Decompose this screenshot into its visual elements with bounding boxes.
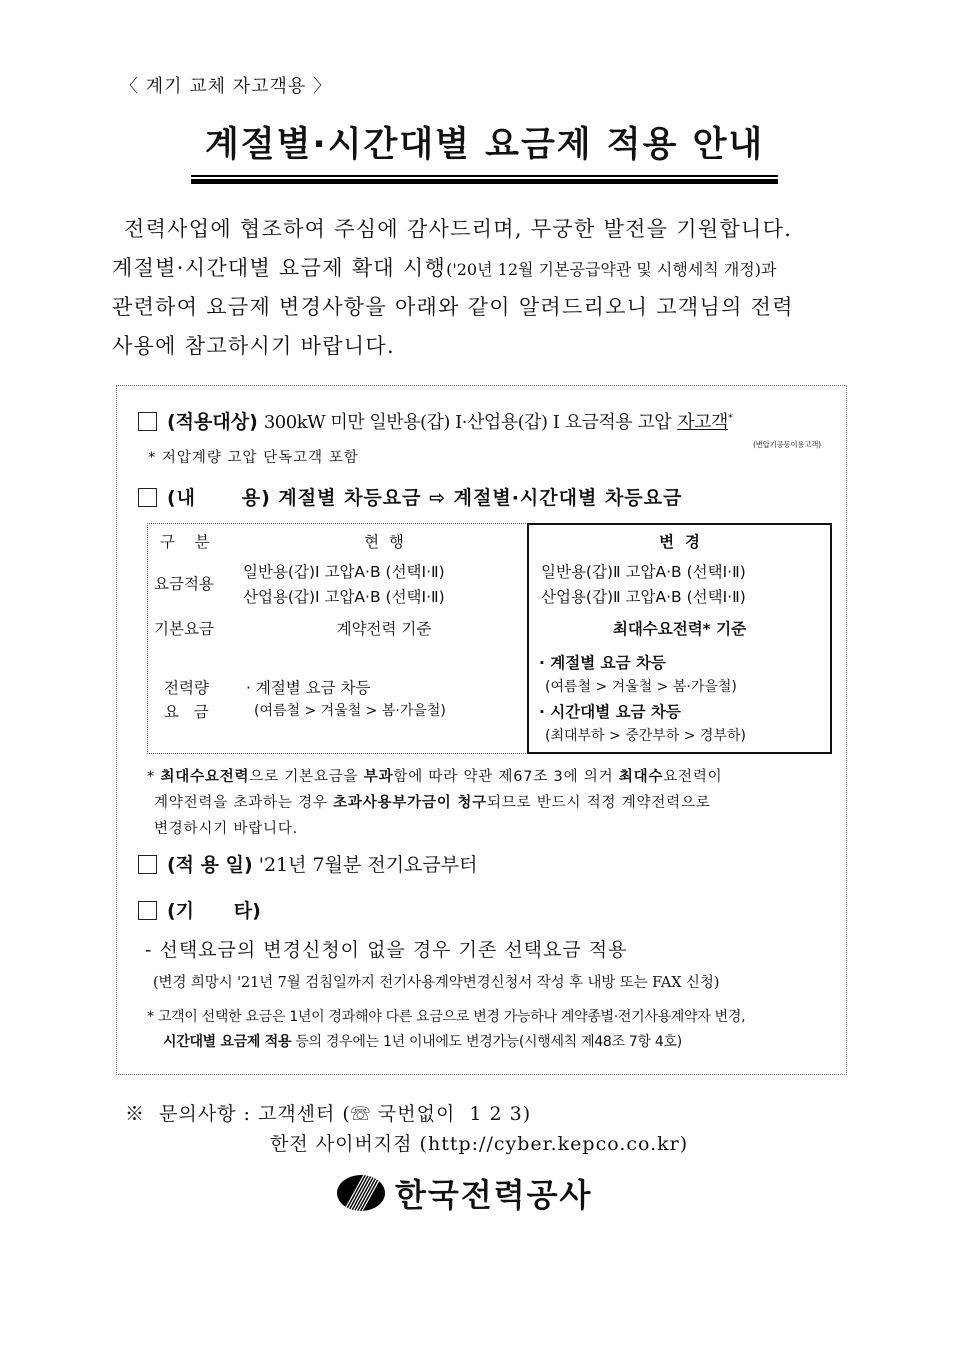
section-content bbox=[138, 483, 682, 510]
target-sub-note: * 저압계량 고압 단독고객 포함 bbox=[148, 450, 359, 466]
intro-line-2-main: 계절별·시간대별 요금제 확대 시행 bbox=[112, 256, 447, 280]
intro-line-1: 전력사업에 협조하여 주심에 감사드리며, 무궁한 발전을 기원합니다. bbox=[124, 217, 793, 241]
document-title: 계절별·시간대별 요금제 적용 안내 bbox=[205, 125, 765, 165]
document-subtitle: 〈 계기 교체 자고객용 〉 bbox=[120, 76, 332, 97]
footnote-text: 함에 따라 약관 제67조 3에 의거 bbox=[393, 769, 619, 785]
footnote-text: 으로 기본요금을 bbox=[249, 769, 364, 785]
row-energy-changed-4: (최대부하 > 중간부하 > 경부하) bbox=[545, 728, 746, 744]
target-underlined: 자고객 bbox=[677, 412, 728, 433]
intro-line-3: 관련하여 요금제 변경사항을 아래와 같이 알려드리오니 고객님의 전력 bbox=[112, 295, 794, 319]
row-energy-changed-2: (여름철 > 겨울철 > 봄·가을철) bbox=[545, 679, 737, 695]
row-energy-current-1: · 계절별 요금 차등 bbox=[246, 679, 371, 697]
contact-website[interactable]: 한전 사이버지점 (http://cyber.kepco.co.kr) bbox=[270, 1133, 689, 1155]
footnote-line-2 bbox=[147, 790, 842, 816]
footnote-bold: 부과 bbox=[363, 769, 394, 785]
etc-note-line-2 bbox=[147, 1030, 745, 1055]
row-base-category: 기본요금 bbox=[154, 620, 214, 638]
etc-label: (기 타) bbox=[167, 900, 261, 922]
target-note-under: (변압기공동이용고객) bbox=[753, 440, 821, 449]
etc-line-2: (변경 희망시 '21년 7월 검침일까지 전기사용계약변경신청서 작성 후 내방 또는 FAX 신청) bbox=[153, 975, 720, 991]
date-value: '21년 7월분 전기요금부터 bbox=[258, 854, 478, 876]
footnote-star: * bbox=[147, 769, 161, 785]
target-label: (적용대상) bbox=[167, 411, 258, 433]
title-rule-thick bbox=[191, 179, 778, 184]
section-etc bbox=[138, 896, 261, 923]
row-energy-category-2: 요 금 bbox=[164, 703, 209, 721]
row-rate-category: 요금적용 bbox=[154, 575, 214, 593]
row-energy-changed-1: · 계절별 요금 차등 bbox=[539, 654, 666, 672]
row-rate-current-2: 산업용(갑)Ⅰ 고압A·B (선택Ⅰ·Ⅱ) bbox=[243, 588, 445, 606]
etc-note-bold: 시간대별 요금제 적용 bbox=[163, 1034, 292, 1050]
table-changed-side bbox=[527, 523, 832, 754]
checkbox-icon bbox=[138, 412, 157, 431]
etc-note-text: 등의 경우에는 1년 이내에도 변경가능(시행세칙 제48조 7항 4호) bbox=[291, 1034, 682, 1050]
etc-note-line-1: * 고객이 선택한 요금은 1년이 경과해야 다른 요금으로 변경 가능하나 계약종별·전기사용계약자 변경, bbox=[147, 1009, 746, 1025]
row-rate-current-1: 일반용(갑)Ⅰ 고압A·B (선택Ⅰ·Ⅱ) bbox=[243, 563, 445, 581]
header-current: 현 행 bbox=[364, 533, 404, 551]
section-date bbox=[138, 850, 477, 877]
intro-line-2 bbox=[112, 249, 854, 288]
checkbox-icon bbox=[138, 855, 157, 874]
footnote-bold: 최대수 bbox=[618, 769, 664, 785]
row-energy-changed-3: · 시간대별 요금 차등 bbox=[539, 703, 681, 721]
table-current-side bbox=[147, 523, 528, 754]
footnote-text: 요전력이 bbox=[663, 769, 723, 785]
checkbox-icon bbox=[138, 488, 157, 507]
footnote-text: 되므로 반드시 적정 계약전력으로 bbox=[487, 795, 711, 811]
footnote-text: 계약전력을 초과하는 경우 bbox=[154, 795, 334, 811]
content-label: (내 용) bbox=[167, 487, 271, 509]
intro-line-4: 사용에 참고하시기 바랍니다. bbox=[112, 334, 395, 358]
checkbox-icon bbox=[138, 901, 157, 920]
title-rule-thin bbox=[191, 175, 778, 177]
row-energy-category-1: 전력량 bbox=[164, 679, 209, 697]
etc-note bbox=[147, 1005, 745, 1055]
row-rate-changed-1: 일반용(갑)Ⅱ 고압A·B (선택Ⅰ·Ⅱ) bbox=[541, 563, 746, 581]
footnote-line-1 bbox=[147, 764, 842, 790]
content-value: 계절별 차등요금 ⇨ 계절별·시간대별 차등요금 bbox=[278, 487, 683, 509]
footnote-line-3: 변경하시기 바랍니다. bbox=[154, 821, 299, 837]
footnote-bold: 초과사용부가금이 청구 bbox=[333, 795, 488, 811]
header-changed: 변 경 bbox=[659, 533, 700, 551]
kepco-logo-icon bbox=[335, 1173, 387, 1213]
contact-line-1: ※ 문의사항 : 고객센터 (☏ 국번없이 1 2 3) bbox=[125, 1103, 532, 1125]
header-category: 구 분 bbox=[160, 533, 210, 551]
section-target bbox=[138, 407, 733, 434]
row-base-changed: 최대수요전력* 기준 bbox=[612, 620, 747, 638]
row-base-current: 계약전력 기준 bbox=[336, 620, 432, 638]
target-asterisk: * bbox=[727, 412, 733, 424]
footnote-bold: 최대수요전력 bbox=[160, 769, 250, 785]
table-footnote bbox=[147, 764, 842, 842]
intro-paragraph bbox=[112, 210, 854, 366]
intro-line-2-paren: ('20년 12월 기본공급약관 및 시행세칙 개정)과 bbox=[446, 260, 777, 279]
kepco-logo-text: 한국전력공사 bbox=[395, 1176, 593, 1214]
kepco-logo bbox=[335, 1170, 592, 1216]
date-label: (적 용 일) bbox=[167, 854, 253, 876]
target-value: 300kW 미만 일반용(갑) Ⅰ·산업용(갑) Ⅰ 요금적용 고압 bbox=[263, 412, 672, 433]
row-energy-current-2: (여름철 > 겨울철 > 봄·가을철) bbox=[254, 703, 446, 719]
etc-line-1: - 선택요금의 변경신청이 없을 경우 기존 선택요금 적용 bbox=[145, 939, 628, 961]
row-rate-changed-2: 산업용(갑)Ⅱ 고압A·B (선택Ⅰ·Ⅱ) bbox=[541, 588, 746, 606]
